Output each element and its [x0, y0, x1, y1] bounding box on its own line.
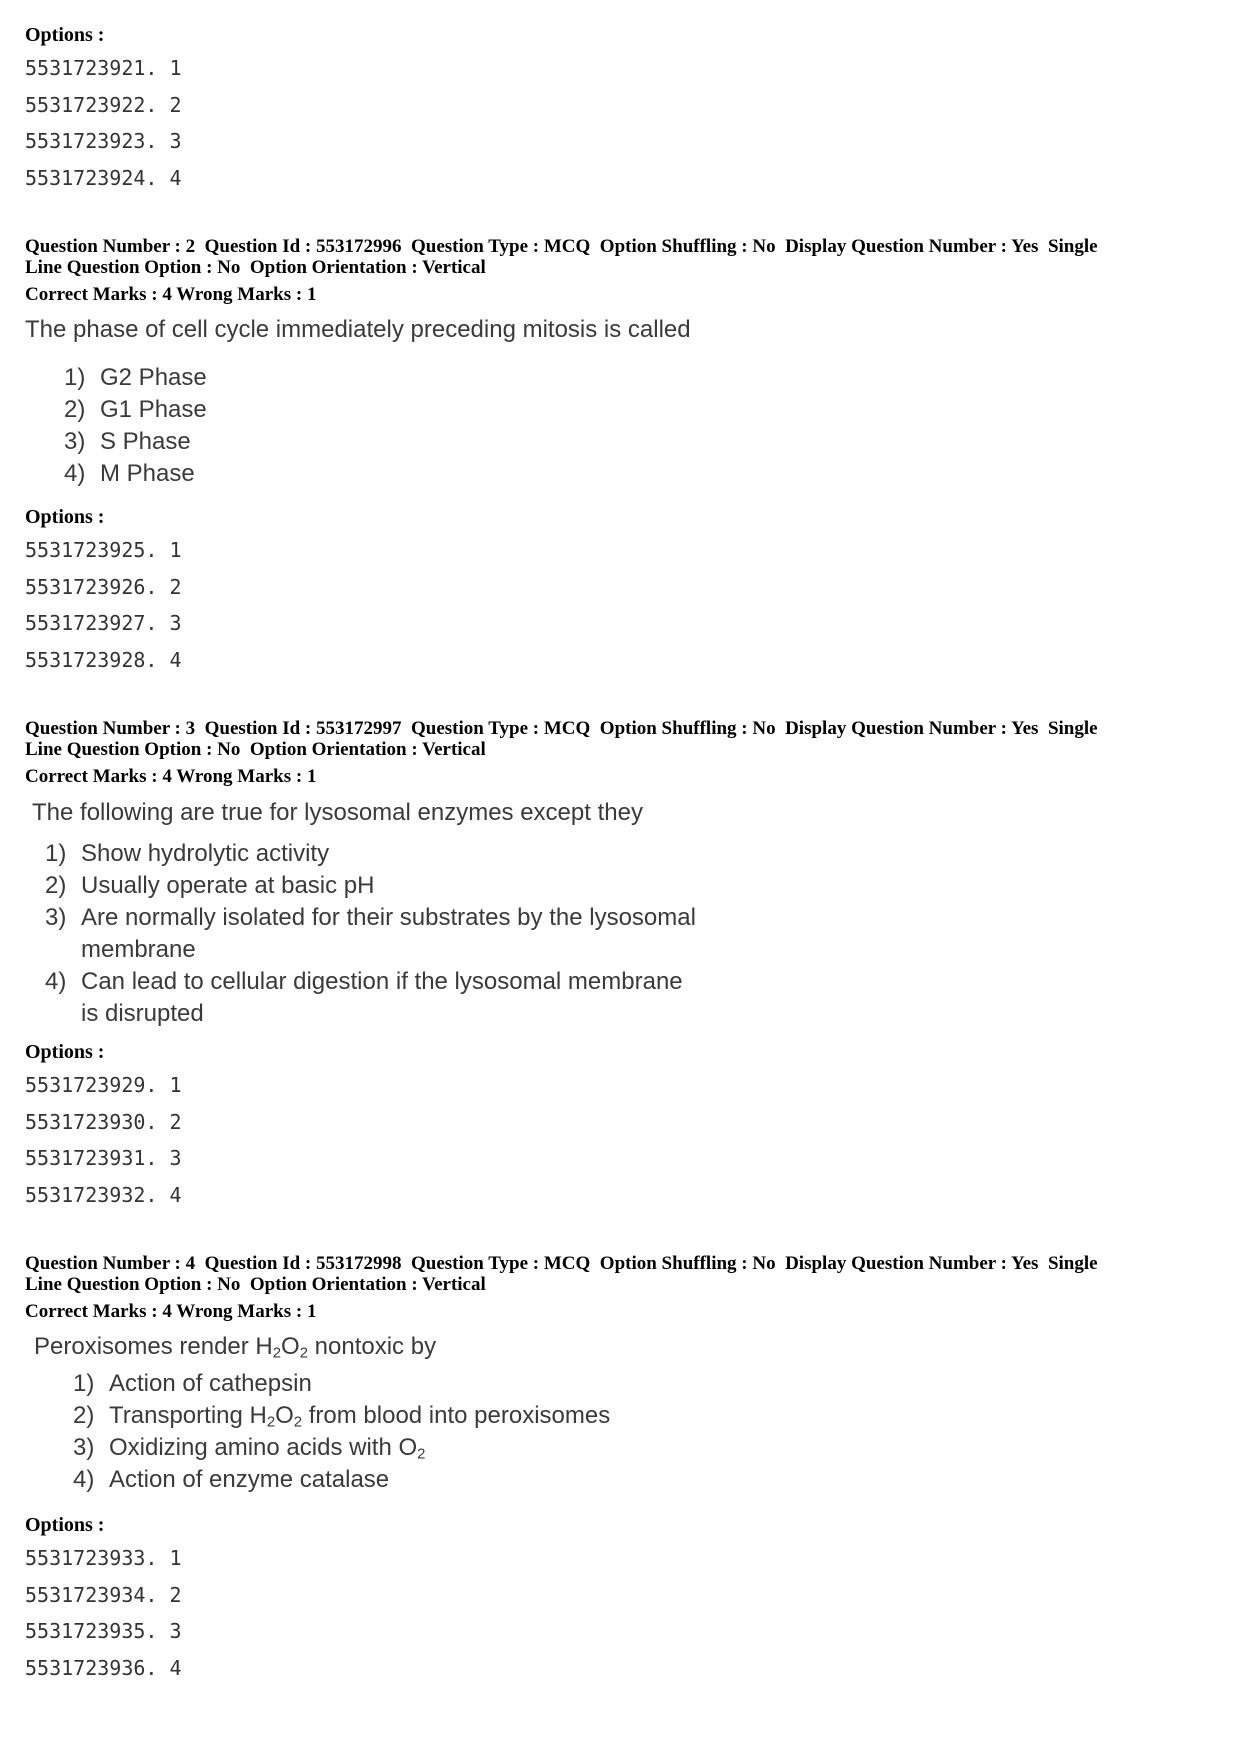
option-id: 5531723932. 4 [25, 1182, 182, 1207]
question-stem-2-block [0, 316, 1240, 344]
choice-subscript: 2 [266, 1414, 276, 1431]
question-stem [0, 1333, 1240, 1361]
stem-text: Peroxisomes render H [34, 1333, 273, 1360]
choice-text-part: Oxidizing amino acids with O [109, 1434, 418, 1461]
options-block-3 [0, 1041, 1240, 1213]
choice-item [64, 458, 1240, 490]
choice-text-part: from blood into peroxisomes [302, 1402, 611, 1429]
choice-number: 1) [73, 1370, 95, 1397]
choice-text: Are normally isolated for their substrates by the lysosomal membrane [81, 904, 696, 963]
choice-item [73, 1464, 1240, 1496]
choice-text: Can lead to cellular digestion if the lysosomal membrane is disrupted [81, 968, 683, 1027]
option-id: 5531723935. 3 [25, 1619, 182, 1643]
question-stem-3-block [0, 799, 1240, 827]
stem-subscript: 2 [272, 1345, 282, 1362]
choice-text-part: Transporting H [109, 1402, 267, 1429]
question-marks: Correct Marks : 4 Wrong Marks : 1 [25, 284, 317, 305]
choice-list-3 [0, 838, 1240, 1030]
question-stem: The phase of cell cycle immediately preceding mitosis is called [25, 316, 691, 343]
choice-number: 4) [64, 460, 86, 487]
question-block-2 [0, 236, 1240, 305]
choice-text: G2 Phase [100, 364, 207, 391]
choice-number: 3) [64, 428, 86, 455]
question-block-3 [0, 718, 1240, 787]
options-label: Options : [25, 1041, 105, 1063]
choice-item [73, 1432, 1240, 1464]
option-id: 5531723934. 2 [25, 1582, 182, 1607]
option-id: 5531723931. 3 [25, 1146, 182, 1170]
choice-item [45, 966, 1240, 1030]
choice-text-part: Action of enzyme catalase [109, 1466, 390, 1493]
options-block-2 [0, 506, 1240, 678]
option-id: 5531723933. 1 [25, 1546, 182, 1570]
stem-text: O [281, 1333, 300, 1360]
question-meta: Question Number : 2 Question Id : 553172996 Question Type : MCQ Option Shuffling : No Display Question Number : Yes Single Line Question Option : No Option Orientation : Vertical [25, 236, 1098, 278]
choice-number: 2) [73, 1402, 95, 1429]
option-id: 5531723923. 3 [25, 129, 182, 153]
choice-item [45, 870, 1240, 902]
option-id: 5531723922. 2 [25, 92, 182, 117]
choice-number: 3) [73, 1434, 95, 1461]
options-block-4 [0, 1514, 1240, 1686]
options-label: Options : [25, 1514, 105, 1536]
choice-text [109, 1368, 312, 1400]
question-meta: Question Number : 4 Question Id : 553172998 Question Type : MCQ Option Shuffling : No Display Question Number : Yes Single Line Question Option : No Option Orientation : Vertical [25, 1253, 1098, 1295]
options-block-top [0, 24, 1240, 196]
choice-number: 1) [64, 364, 86, 391]
choice-item [45, 902, 1240, 966]
option-id: 5531723926. 2 [25, 574, 182, 599]
choice-text [109, 1400, 610, 1432]
choice-item [73, 1368, 1240, 1400]
choice-subscript: 2 [417, 1446, 426, 1463]
choice-number: 2) [45, 872, 67, 899]
choice-list-2 [0, 362, 1240, 490]
option-id: 5531723921. 1 [25, 56, 182, 80]
choice-item [73, 1400, 1240, 1432]
option-id: 5531723927. 3 [25, 611, 182, 635]
choice-item [45, 838, 1240, 870]
choice-item [64, 394, 1240, 426]
choice-text: Usually operate at basic pH [81, 872, 375, 899]
option-id: 5531723930. 2 [25, 1109, 182, 1134]
question-stem: The following are true for lysosomal enzymes except they [32, 799, 643, 826]
question-meta: Question Number : 3 Question Id : 553172997 Question Type : MCQ Option Shuffling : No Display Question Number : Yes Single Line Question Option : No Option Orientation : Vertical [25, 718, 1098, 760]
choice-text [109, 1464, 389, 1496]
choice-number: 4) [45, 968, 67, 995]
option-id: 5531723928. 4 [25, 647, 182, 672]
choice-number: 3) [45, 904, 67, 931]
choice-number: 2) [64, 396, 86, 423]
choice-text [109, 1432, 425, 1464]
choice-item [64, 362, 1240, 394]
question-stem-4-block [0, 1333, 1240, 1361]
choice-list-4 [0, 1368, 1240, 1496]
choice-text-part: Action of cathepsin [109, 1370, 312, 1397]
choice-text-part: O [275, 1402, 294, 1429]
question-block-4 [0, 1253, 1240, 1322]
option-id: 5531723925. 1 [25, 538, 182, 562]
options-label: Options : [25, 506, 105, 528]
option-id: 5531723936. 4 [25, 1655, 182, 1680]
choice-number: 1) [45, 840, 67, 867]
choice-text: S Phase [100, 428, 191, 455]
option-id: 5531723929. 1 [25, 1073, 182, 1097]
stem-text: nontoxic by [308, 1333, 437, 1360]
choice-text: M Phase [100, 460, 195, 487]
choice-text: G1 Phase [100, 396, 207, 423]
choice-text: Show hydrolytic activity [81, 840, 330, 867]
option-id: 5531723924. 4 [25, 165, 182, 190]
question-marks: Correct Marks : 4 Wrong Marks : 1 [25, 1301, 317, 1322]
choice-item [64, 426, 1240, 458]
question-marks: Correct Marks : 4 Wrong Marks : 1 [25, 766, 317, 787]
stem-subscript: 2 [299, 1345, 308, 1362]
choice-subscript: 2 [293, 1414, 303, 1431]
options-label: Options : [25, 24, 105, 46]
choice-number: 4) [73, 1466, 95, 1493]
